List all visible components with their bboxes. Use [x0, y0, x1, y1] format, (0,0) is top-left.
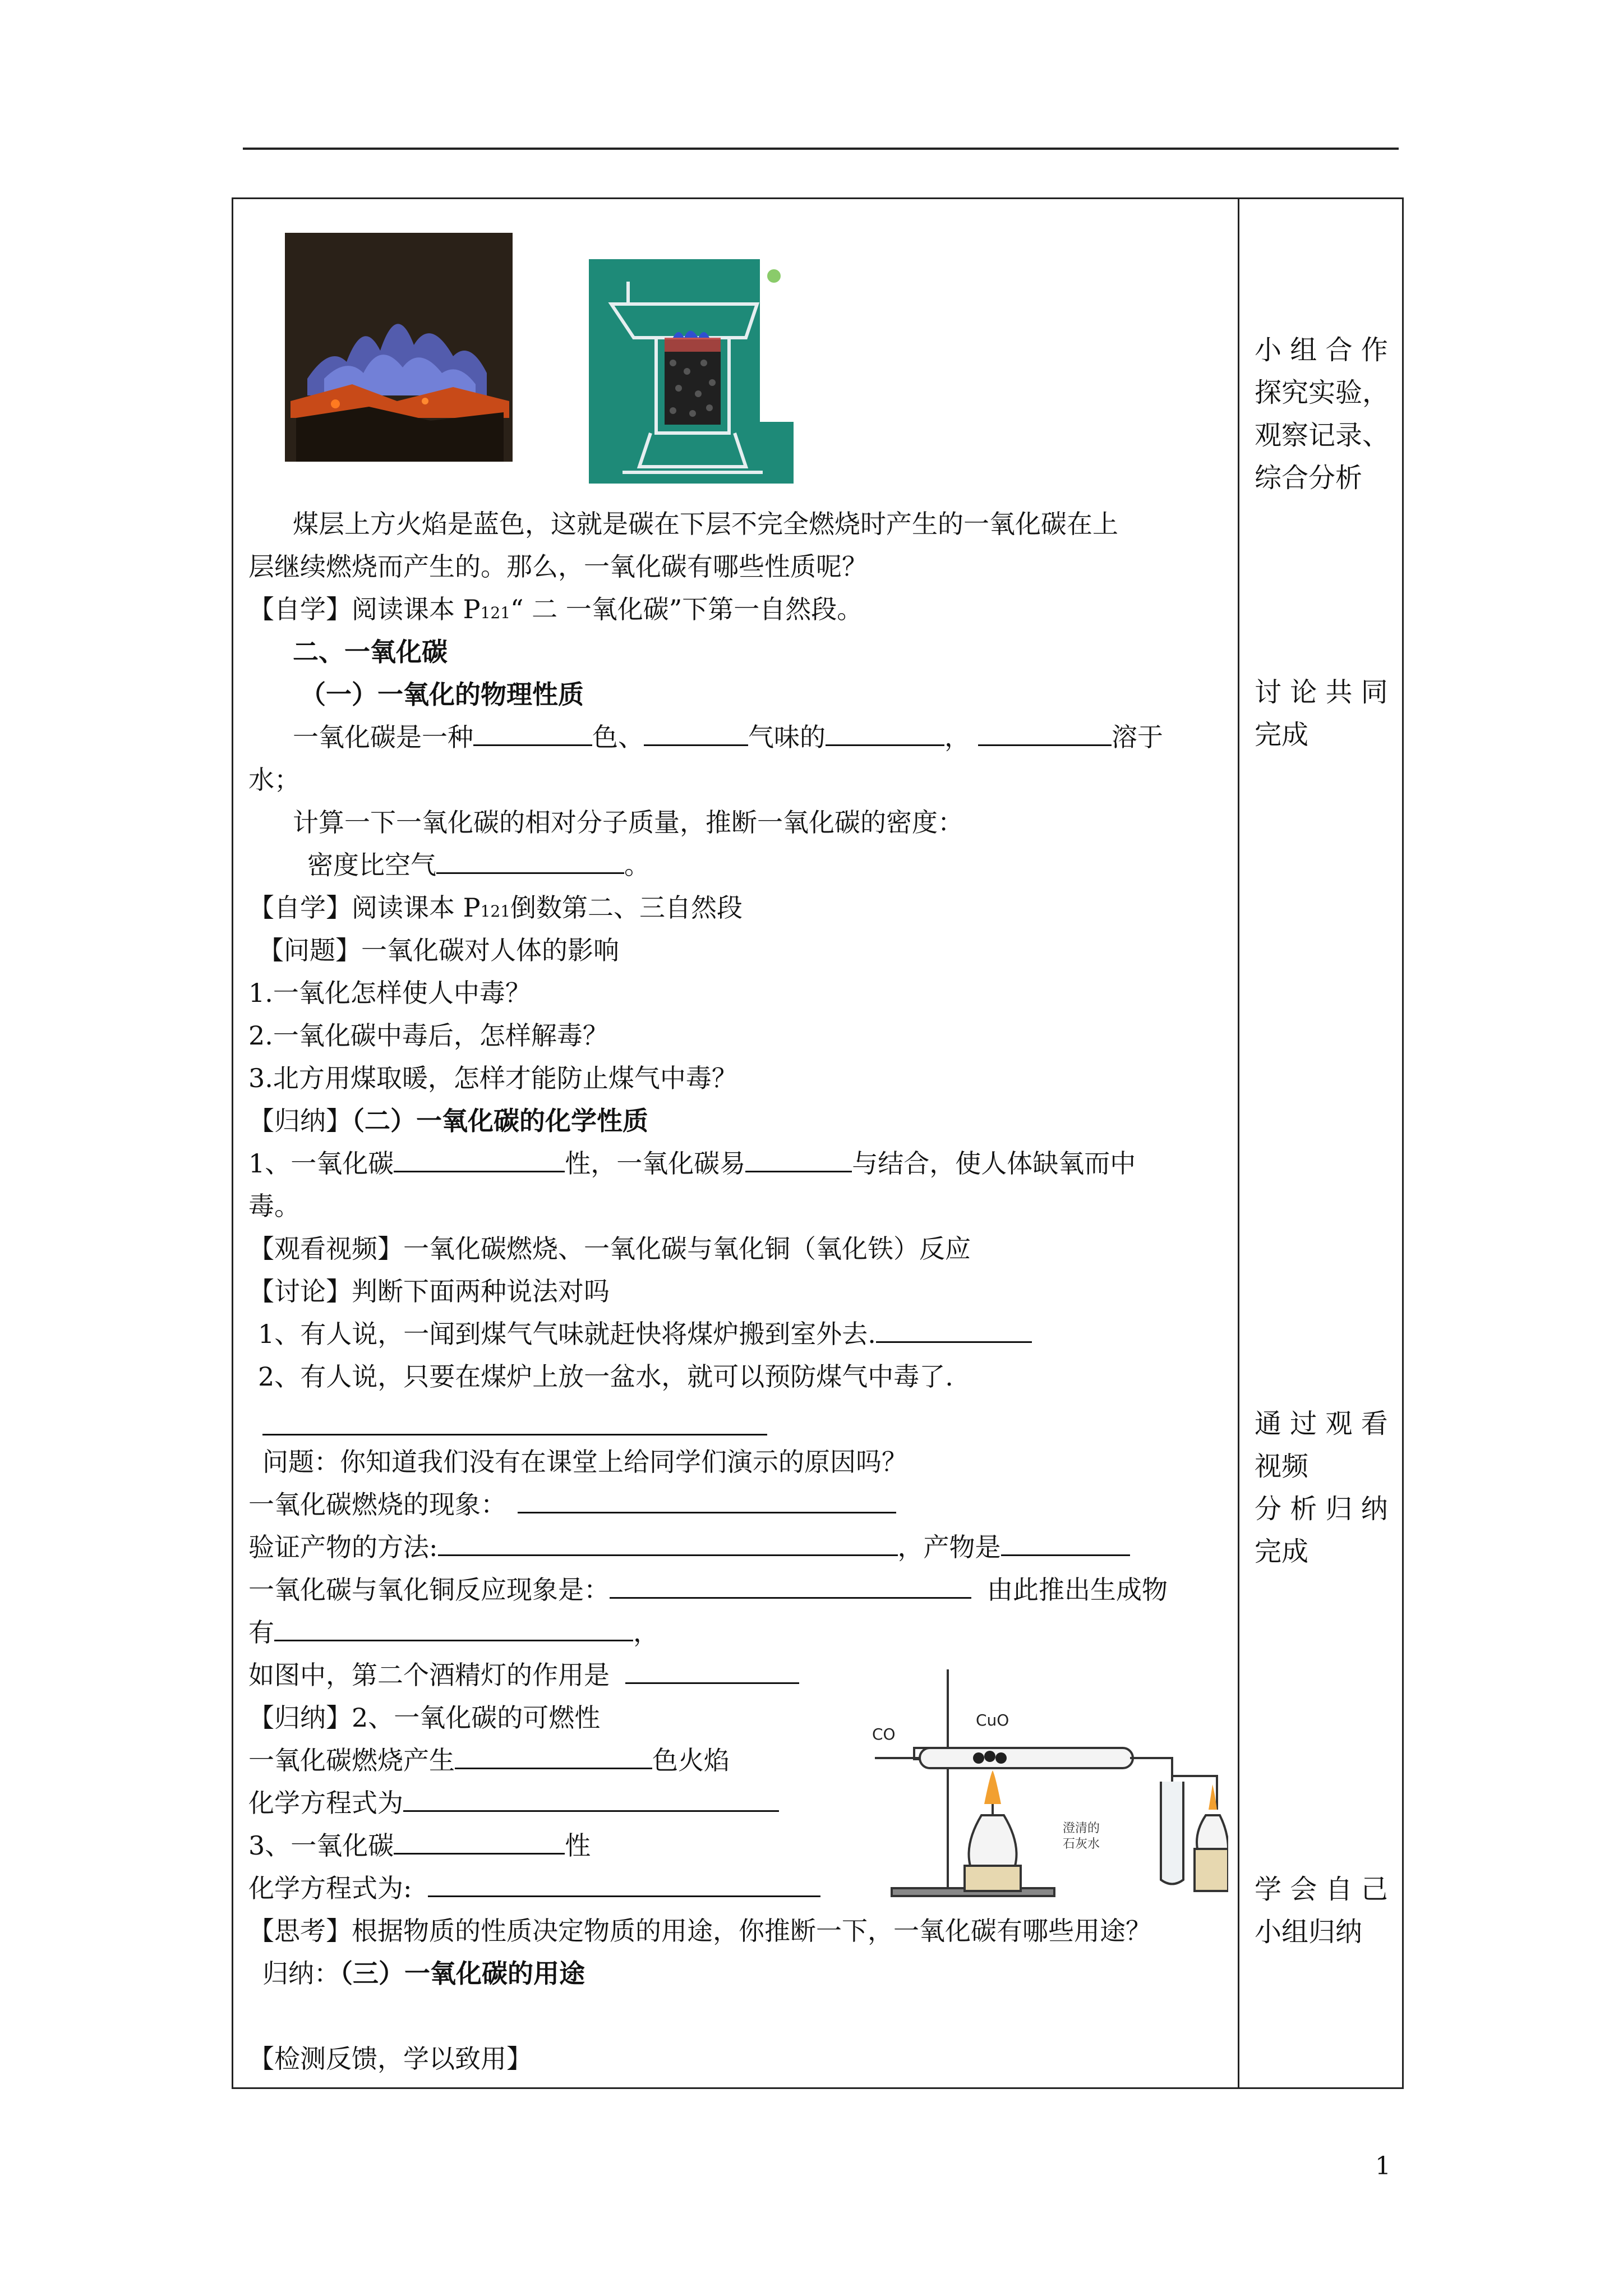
reaction-phenomenon: 一氧化碳与氧化铜反应现象是： 由此推出生成物 [248, 1575, 1168, 1605]
side-note-video: 通 过 观 看 视频 分 析 归 纳 完成 [1255, 1408, 1388, 1567]
question-heading: 【问题】一氧化碳对人体的影响 [258, 935, 619, 965]
discuss-prompt: 【讨论】判断下面两种说法对吗 [248, 1276, 610, 1306]
question-demo: 问题：你知道我们没有在课堂上给同学们演示的原因吗？ [262, 1447, 907, 1477]
physical-properties-line: 一氧化碳是一种 色、 气味的 ， 溶于 [293, 722, 1163, 752]
chemical-property-1-end: 毒。 [248, 1191, 300, 1221]
self-study-2: 【自学】阅读课本 P121倒数第二、三自然段 [248, 892, 743, 923]
density-line: 密度比空气 。 [307, 850, 650, 880]
question-3: 3.北方用煤取暖，怎样才能防止煤气中毒？ [248, 1063, 737, 1093]
side-note-discuss: 讨 论 共 同 完成 [1255, 677, 1388, 751]
chemical-property-1: 1、一氧化碳 性，一氧化碳易 与结合，使人体缺氧而中 [248, 1148, 1136, 1179]
side-note-group-experiment: 小 组 合 作 探究实验， 观察记录、 综合分析 [1255, 334, 1390, 494]
video-prompt: 【观看视频】一氧化碳燃烧、一氧化碳与氧化铜（氧化铁）反应 [248, 1234, 971, 1264]
discuss-answer-line [262, 1434, 767, 1435]
product-line: 有 ， [248, 1617, 659, 1648]
second-lamp-question: 如图中，第二个酒精灯的作用是 [248, 1658, 799, 1692]
combustion-title: 【归纳】2、一氧化碳的可燃性 [248, 1703, 601, 1733]
verify-method: 验证产物的方法: ，产物是 [248, 1530, 1130, 1564]
equation-line-2: 化学方程式为: [248, 1871, 820, 1905]
column-divider [1238, 197, 1239, 2089]
flame-photo [285, 233, 513, 462]
flame-color-line: 一氧化碳燃烧产生 色火焰 [248, 1745, 730, 1775]
chemical-properties-title: 【归纳】（二）一氧化碳的化学性质 [248, 1106, 648, 1136]
property-3-line: 3、一氧化碳 性 [248, 1830, 591, 1861]
physical-properties-end: 水； [248, 765, 300, 795]
physical-properties-title: （一）一氧化的物理性质 [300, 679, 584, 710]
question-2: 2.一氧化碳中毒后，怎样解毒？ [248, 1020, 608, 1051]
think-prompt: 【思考】根据物质的性质决定物质的用途，你推断一下，一氧化碳有哪些用途？ [248, 1916, 1151, 1946]
stove-diagram [589, 259, 794, 484]
uses-title: 归纳：（三）一氧化碳的用途 [262, 1958, 585, 1989]
feedback-title: 【检测反馈，学以致用】 [248, 2044, 532, 2074]
cuo-label: CuO [976, 1711, 1009, 1729]
self-study-1: 【自学】阅读课本 P121“ 二 一氧化碳”下第一自然段。 [248, 594, 863, 624]
intro-line-1: 煤层上方火焰是蓝色，这就是碳在下层不完全燃烧时产生的一氧化碳在上 [293, 509, 1118, 539]
limewater-label-2: 石灰水 [1063, 1837, 1100, 1851]
intro-line-2: 层继续燃烧而产生的。那么，一氧化碳有哪些性质呢？ [248, 551, 868, 582]
burn-phenomenon: 一氧化碳燃烧的现象： [248, 1488, 896, 1521]
equation-line-1: 化学方程式为 [248, 1786, 779, 1820]
co-label: CO [872, 1725, 896, 1743]
calc-prompt: 计算一下一氧化碳的相对分子质量，推断一氧化碳的密度： [293, 807, 963, 838]
header-rule [243, 148, 1399, 150]
page-number: 1 [1375, 2152, 1391, 2180]
discuss-item-2: 2、有人说，只要在煤炉上放一盆水，就可以预防煤气中毒了. [258, 1361, 953, 1392]
limewater-label-1: 澄清的 [1063, 1821, 1100, 1835]
side-note-summary: 学 会 自 己 小组归纳 [1255, 1874, 1388, 1948]
apparatus-diagram [869, 1664, 1228, 1902]
discuss-item-1: 1、有人说，一闻到煤气气味就赶快将煤炉搬到室外去. [258, 1317, 1032, 1351]
question-1: 1.一氧化怎样使人中毒？ [248, 978, 531, 1008]
section-co-title: 二、一氧化碳 [293, 637, 448, 667]
